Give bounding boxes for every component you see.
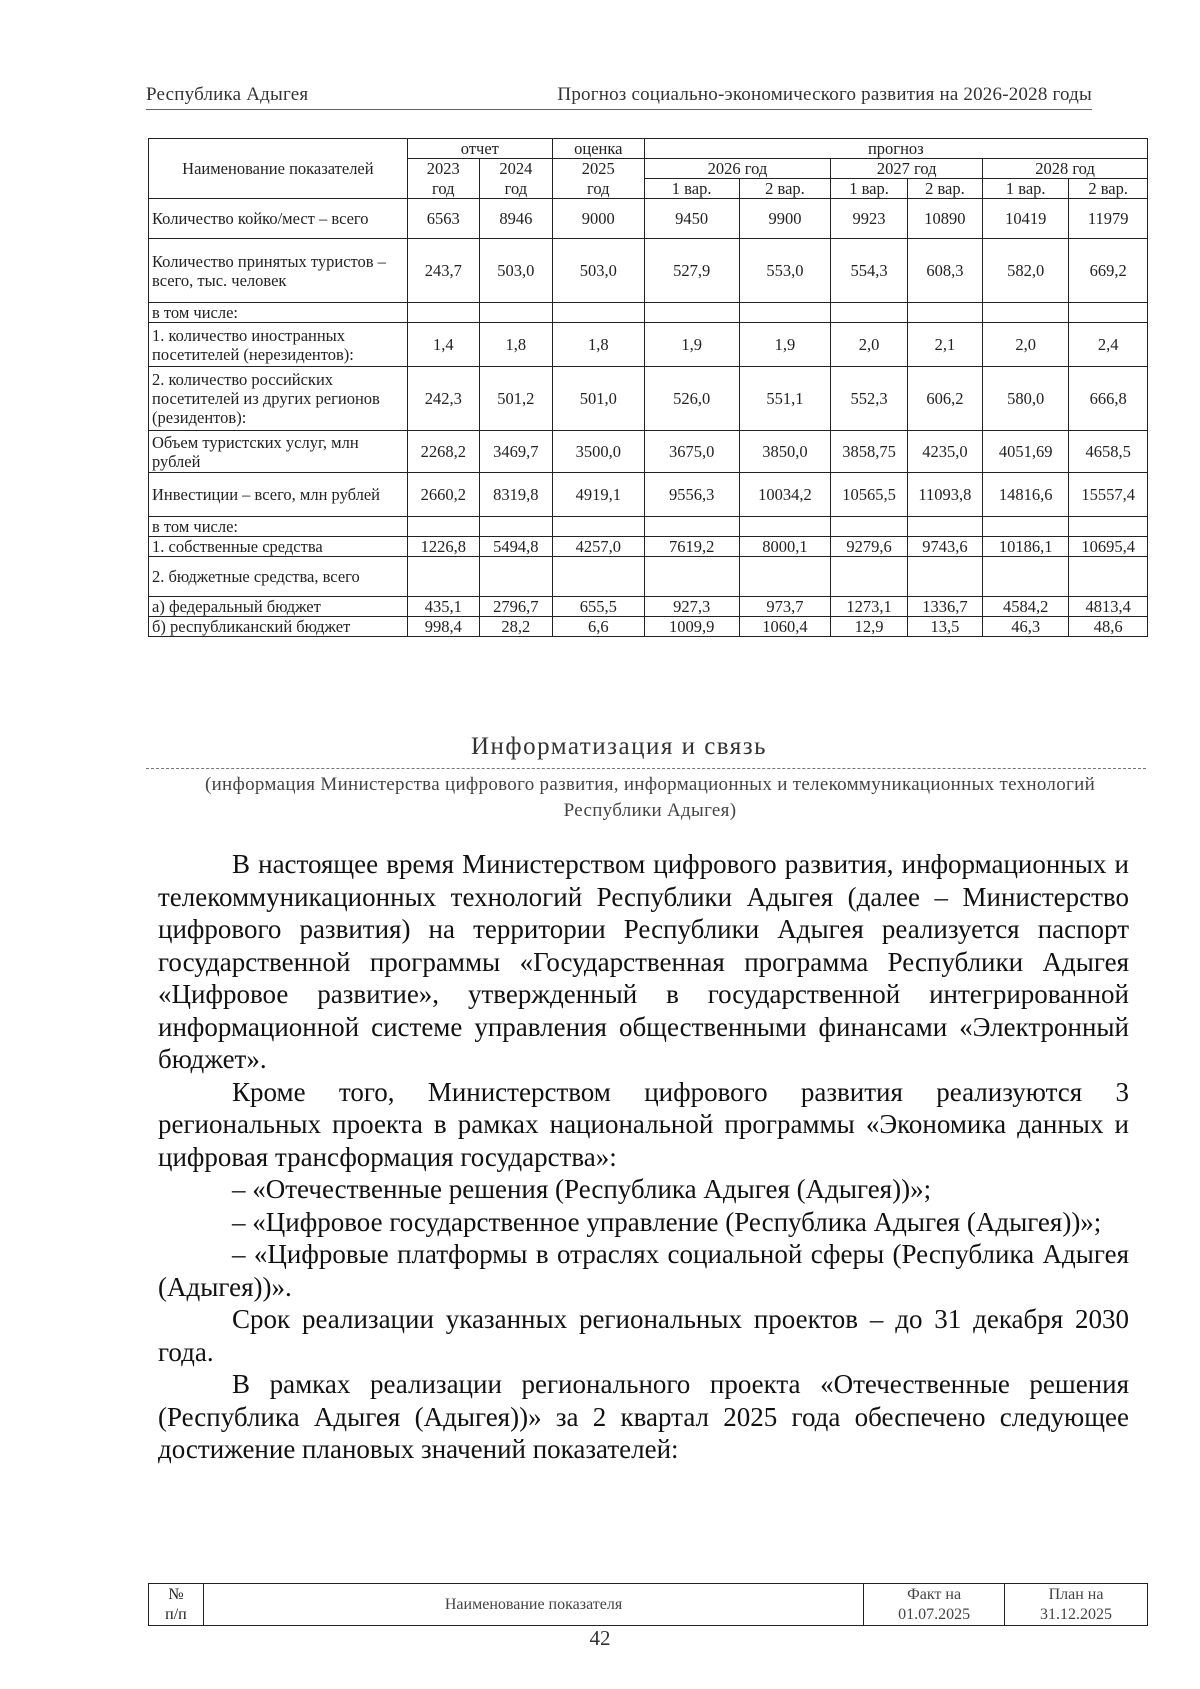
indicators-table	[148, 1583, 1148, 1626]
row-label: Объем туристских услуг, млн рублей	[149, 431, 408, 473]
list-item-1: – «Отечественные решения (Республика Адыгея (Адыгея))»;	[232, 1174, 932, 1204]
table-cell: 46,3	[983, 617, 1069, 637]
plan-header-top: План на	[1005, 1584, 1148, 1605]
row-label: 2. бюджетные средства, всего	[149, 557, 408, 597]
tourism-table-body	[149, 199, 1148, 637]
table-cell: 551,1	[739, 367, 831, 431]
table-cell: 3469,7	[479, 431, 552, 473]
table-cell	[983, 517, 1069, 537]
table-cell: 9000	[552, 199, 644, 239]
col-header-2023: 2023	[407, 159, 479, 179]
table-cell: 4257,0	[552, 537, 644, 557]
col-header-2027-v2: 2 вар.	[907, 179, 982, 199]
fact-header-date: 01.07.2025	[864, 1605, 1005, 1626]
table-cell	[983, 303, 1069, 323]
table-row	[149, 597, 1148, 617]
table-cell	[644, 517, 739, 537]
row-label: 1. собственные средства	[149, 537, 408, 557]
col-header-2028-v1: 1 вар.	[983, 179, 1069, 199]
table-cell: 669,2	[1069, 239, 1148, 303]
row-label: в том числе:	[149, 303, 408, 323]
table-cell	[983, 557, 1069, 597]
table-cell: 6,6	[552, 617, 644, 637]
table-cell	[479, 303, 552, 323]
table-cell: 2,4	[1069, 323, 1148, 367]
table-cell: 12,9	[831, 617, 907, 637]
table-cell: 3500,0	[552, 431, 644, 473]
table-cell: 998,4	[407, 617, 479, 637]
col-group-forecast: прогноз	[644, 139, 1147, 159]
table-cell: 10034,2	[739, 473, 831, 517]
paragraph-2: Кроме того, Министерством цифрового развития реализуются 3 региональных проекта в рамках национальной программы «Экономика данных и цифровая трансформация государства»:	[158, 1076, 1129, 1172]
col-header-2027: 2027 год	[831, 159, 983, 179]
indicator-name-header: Наименование показателя	[203, 1584, 863, 1626]
section-title: Информатизация и связь	[470, 733, 768, 760]
col-header-2024: 2024	[479, 159, 552, 179]
table-cell	[644, 557, 739, 597]
table-cell: 1336,7	[907, 597, 982, 617]
table-cell: 2,0	[831, 323, 907, 367]
table-cell: 527,9	[644, 239, 739, 303]
tourism-indicators-table	[148, 138, 1148, 637]
header-title: Прогноз социально-экономического развития на 2026-2028 годы	[557, 84, 1092, 105]
col-header-2023-year: год	[407, 179, 479, 199]
table-cell: 5494,8	[479, 537, 552, 557]
col-header-2026-v2: 2 вар.	[739, 179, 831, 199]
table-cell: 1,9	[739, 323, 831, 367]
table-cell: 48,6	[1069, 617, 1148, 637]
table-row	[149, 239, 1148, 303]
col-header-name: Наименование показателей	[149, 139, 408, 199]
row-label: Количество принятых туристов – всего, тыс. человек	[149, 239, 408, 303]
table-cell	[739, 557, 831, 597]
table-cell: 3850,0	[739, 431, 831, 473]
table-row	[149, 473, 1148, 517]
table-cell: 4658,5	[1069, 431, 1148, 473]
col-header-2025: 2025	[552, 159, 644, 179]
table-cell: 3675,0	[644, 431, 739, 473]
table-cell: 4919,1	[552, 473, 644, 517]
table-row	[149, 367, 1148, 431]
table-cell: 2268,2	[407, 431, 479, 473]
table-cell: 2660,2	[407, 473, 479, 517]
table-cell: 1060,4	[739, 617, 831, 637]
table-row	[149, 537, 1148, 557]
paragraph-deadline: Срок реализации указанных региональных проектов – до 31 декабря 2030 года.	[158, 1304, 1129, 1367]
table-cell: 503,0	[479, 239, 552, 303]
col-header-2028-v2: 2 вар.	[1069, 179, 1148, 199]
table-cell: 10890	[907, 199, 982, 239]
table-cell	[907, 303, 982, 323]
fact-header-top: Факт на	[864, 1584, 1005, 1605]
table-cell: 15557,4	[1069, 473, 1148, 517]
table-cell: 1,8	[479, 323, 552, 367]
table-row	[149, 323, 1148, 367]
table-cell: 7619,2	[644, 537, 739, 557]
table-cell	[552, 303, 644, 323]
row-label: Количество койко/мест – всего	[149, 199, 408, 239]
table-cell	[907, 557, 982, 597]
table-cell: 526,0	[644, 367, 739, 431]
col-header-2026: 2026 год	[644, 159, 831, 179]
table-cell	[407, 303, 479, 323]
section-subtitle: (информация Министерства цифрового развития, информационных и телекоммуникационных технологий Республики Адыгея)	[204, 774, 1096, 821]
list-item-2: – «Цифровое государственное управление (Республика Адыгея (Адыгея))»;	[232, 1206, 1102, 1237]
table-cell	[831, 557, 907, 597]
row-label: 2. количество российских посетителей из других регионов (резидентов):	[149, 367, 408, 431]
table-cell: 580,0	[983, 367, 1069, 431]
table-cell: 1226,8	[407, 537, 479, 557]
table-cell: 28,2	[479, 617, 552, 637]
col-group-report: отчет	[407, 139, 552, 159]
table-row	[149, 431, 1148, 473]
table-cell: 6563	[407, 199, 479, 239]
table-cell	[1069, 557, 1148, 597]
table-cell	[552, 557, 644, 597]
table-cell: 243,7	[407, 239, 479, 303]
table-cell: 501,2	[479, 367, 552, 431]
table-cell: 3858,75	[831, 431, 907, 473]
row-label: в том числе:	[149, 517, 408, 537]
row-label: Инвестиции – всего, млн рублей	[149, 473, 408, 517]
col-header-2027-v1: 1 вар.	[831, 179, 907, 199]
table-cell: 554,3	[831, 239, 907, 303]
table-cell	[907, 517, 982, 537]
table-cell: 13,5	[907, 617, 982, 637]
table-cell	[831, 517, 907, 537]
table-cell: 973,7	[739, 597, 831, 617]
table-cell: 14816,6	[983, 473, 1069, 517]
table-cell: 9923	[831, 199, 907, 239]
table-row	[149, 199, 1148, 239]
table-row	[149, 617, 1148, 637]
table-cell: 1,4	[407, 323, 479, 367]
table-cell: 4051,69	[983, 431, 1069, 473]
table-cell: 1273,1	[831, 597, 907, 617]
table-cell: 4235,0	[907, 431, 982, 473]
table-cell: 1,8	[552, 323, 644, 367]
table-cell: 582,0	[983, 239, 1069, 303]
table-cell: 11093,8	[907, 473, 982, 517]
table-cell	[1069, 303, 1148, 323]
table-cell: 2796,7	[479, 597, 552, 617]
table-cell: 4813,4	[1069, 597, 1148, 617]
paragraph-1: В настоящее время Министерством цифрового развития, информационных и телекоммуникационных технологий Республики Адыгея (далее – Министерство цифрового развития) на территории Республики Адыгея реализуется паспорт государственной программы «Государственная программа Республики Адыгея «Цифровое развитие», утвержденный в государственной интегрированной информационной системе управления общественными финансами «Электронный бюджет».	[158, 849, 1129, 1074]
row-label: а) федеральный бюджет	[149, 597, 408, 617]
table-cell: 8319,8	[479, 473, 552, 517]
table-cell: 9900	[739, 199, 831, 239]
table-cell: 552,3	[831, 367, 907, 431]
table-cell	[831, 303, 907, 323]
table-cell: 9279,6	[831, 537, 907, 557]
table-cell	[479, 517, 552, 537]
table-cell: 435,1	[407, 597, 479, 617]
table-cell: 1,9	[644, 323, 739, 367]
table-cell: 10695,4	[1069, 537, 1148, 557]
table-cell: 4584,2	[983, 597, 1069, 617]
table-cell	[479, 557, 552, 597]
table-cell: 9556,3	[644, 473, 739, 517]
table-cell: 553,0	[739, 239, 831, 303]
section-divider	[146, 768, 1146, 769]
table-row	[149, 557, 1148, 597]
col-group-estimate: оценка	[552, 139, 644, 159]
table-cell: 608,3	[907, 239, 982, 303]
table-cell: 242,3	[407, 367, 479, 431]
table-cell: 606,2	[907, 367, 982, 431]
table-cell	[644, 303, 739, 323]
page-number: 42	[589, 1626, 611, 1650]
table-cell: 666,8	[1069, 367, 1148, 431]
row-label: б) республиканский бюджет	[149, 617, 408, 637]
num-header-bottom: п/п	[149, 1605, 204, 1626]
table-cell: 8000,1	[739, 537, 831, 557]
table-cell	[739, 303, 831, 323]
table-cell: 8946	[479, 199, 552, 239]
table-row	[149, 517, 1148, 537]
table-cell	[739, 517, 831, 537]
table-cell: 10565,5	[831, 473, 907, 517]
row-label: 1. количество иностранных посетителей (нерезидентов):	[149, 323, 408, 367]
num-header-top: №	[149, 1584, 204, 1605]
table-cell	[552, 517, 644, 537]
table-cell: 503,0	[552, 239, 644, 303]
table-cell	[407, 557, 479, 597]
table-cell: 9450	[644, 199, 739, 239]
table-cell	[407, 517, 479, 537]
col-header-2026-v1: 1 вар.	[644, 179, 739, 199]
table-cell: 1009,9	[644, 617, 739, 637]
table-cell: 655,5	[552, 597, 644, 617]
col-header-2025-year: год	[552, 179, 644, 199]
table-cell: 10419	[983, 199, 1069, 239]
col-header-2028: 2028 год	[983, 159, 1148, 179]
plan-header-date: 31.12.2025	[1005, 1605, 1148, 1626]
table-cell: 9743,6	[907, 537, 982, 557]
body-text	[158, 848, 1129, 1466]
list-item-3: – «Цифровые платформы в отраслях социальной сферы (Республика Адыгея (Адыгея))».	[158, 1239, 1129, 1302]
table-cell: 501,0	[552, 367, 644, 431]
table-cell: 10186,1	[983, 537, 1069, 557]
table-row	[149, 303, 1148, 323]
paragraph-3: В рамках реализации регионального проекта «Отечественные решения (Республика Адыгея (Адыгея))» за 2 квартал 2025 года обеспечено следующее достижение плановых значений показателей:	[158, 1369, 1129, 1464]
header-region: Республика Адыгея	[146, 84, 309, 105]
running-header	[146, 84, 1092, 110]
table-cell: 2,1	[907, 323, 982, 367]
col-header-2024-year: год	[479, 179, 552, 199]
table-cell: 2,0	[983, 323, 1069, 367]
table-cell: 927,3	[644, 597, 739, 617]
table-cell: 11979	[1069, 199, 1148, 239]
table-cell	[1069, 517, 1148, 537]
